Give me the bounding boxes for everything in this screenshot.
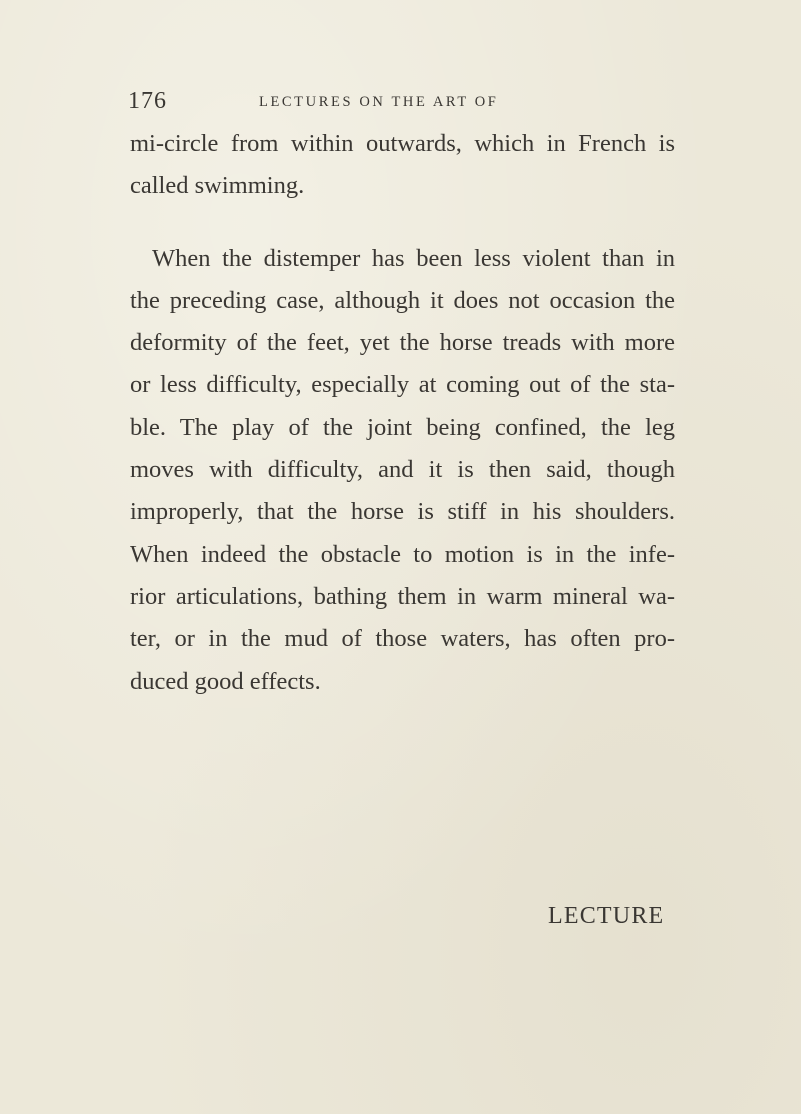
paragraph-continued — [130, 123, 675, 208]
text-line: moves with difficulty, and it is then said, though — [130, 456, 675, 484]
paragraph-gap — [130, 208, 675, 238]
text-line: ble. The play of the joint being confined, the leg — [130, 413, 675, 441]
page-number: 176 — [128, 88, 167, 114]
text-line: improperly, that the horse is stiff in his shoulders. — [130, 498, 675, 526]
text-line: deformity of the feet, yet the horse treads with more — [130, 329, 675, 357]
body-text — [130, 123, 675, 703]
text-line: When the distemper has been less violent than in — [152, 244, 675, 272]
text-line: rior articulations, bathing them in warm mineral wa- — [130, 582, 675, 610]
paragraph-distemper — [130, 238, 675, 703]
running-head — [128, 88, 688, 118]
text-line: or less difficulty, especially at coming out of the sta- — [130, 371, 675, 399]
text-line: ter, or in the mud of those waters, has often pro- — [130, 625, 675, 653]
text-line: the preceding case, although it does not occasion the — [130, 286, 675, 314]
text-line: mi-circle from within outwards, which in French is — [130, 130, 675, 157]
text-line: When indeed the obstacle to motion is in the infe- — [130, 540, 675, 568]
text-line: called swimming. — [130, 172, 305, 200]
catchword: LECTURE — [548, 903, 665, 929]
running-title: LECTURES ON THE ART OF — [259, 94, 499, 110]
text-line: duced good effects. — [130, 667, 321, 695]
